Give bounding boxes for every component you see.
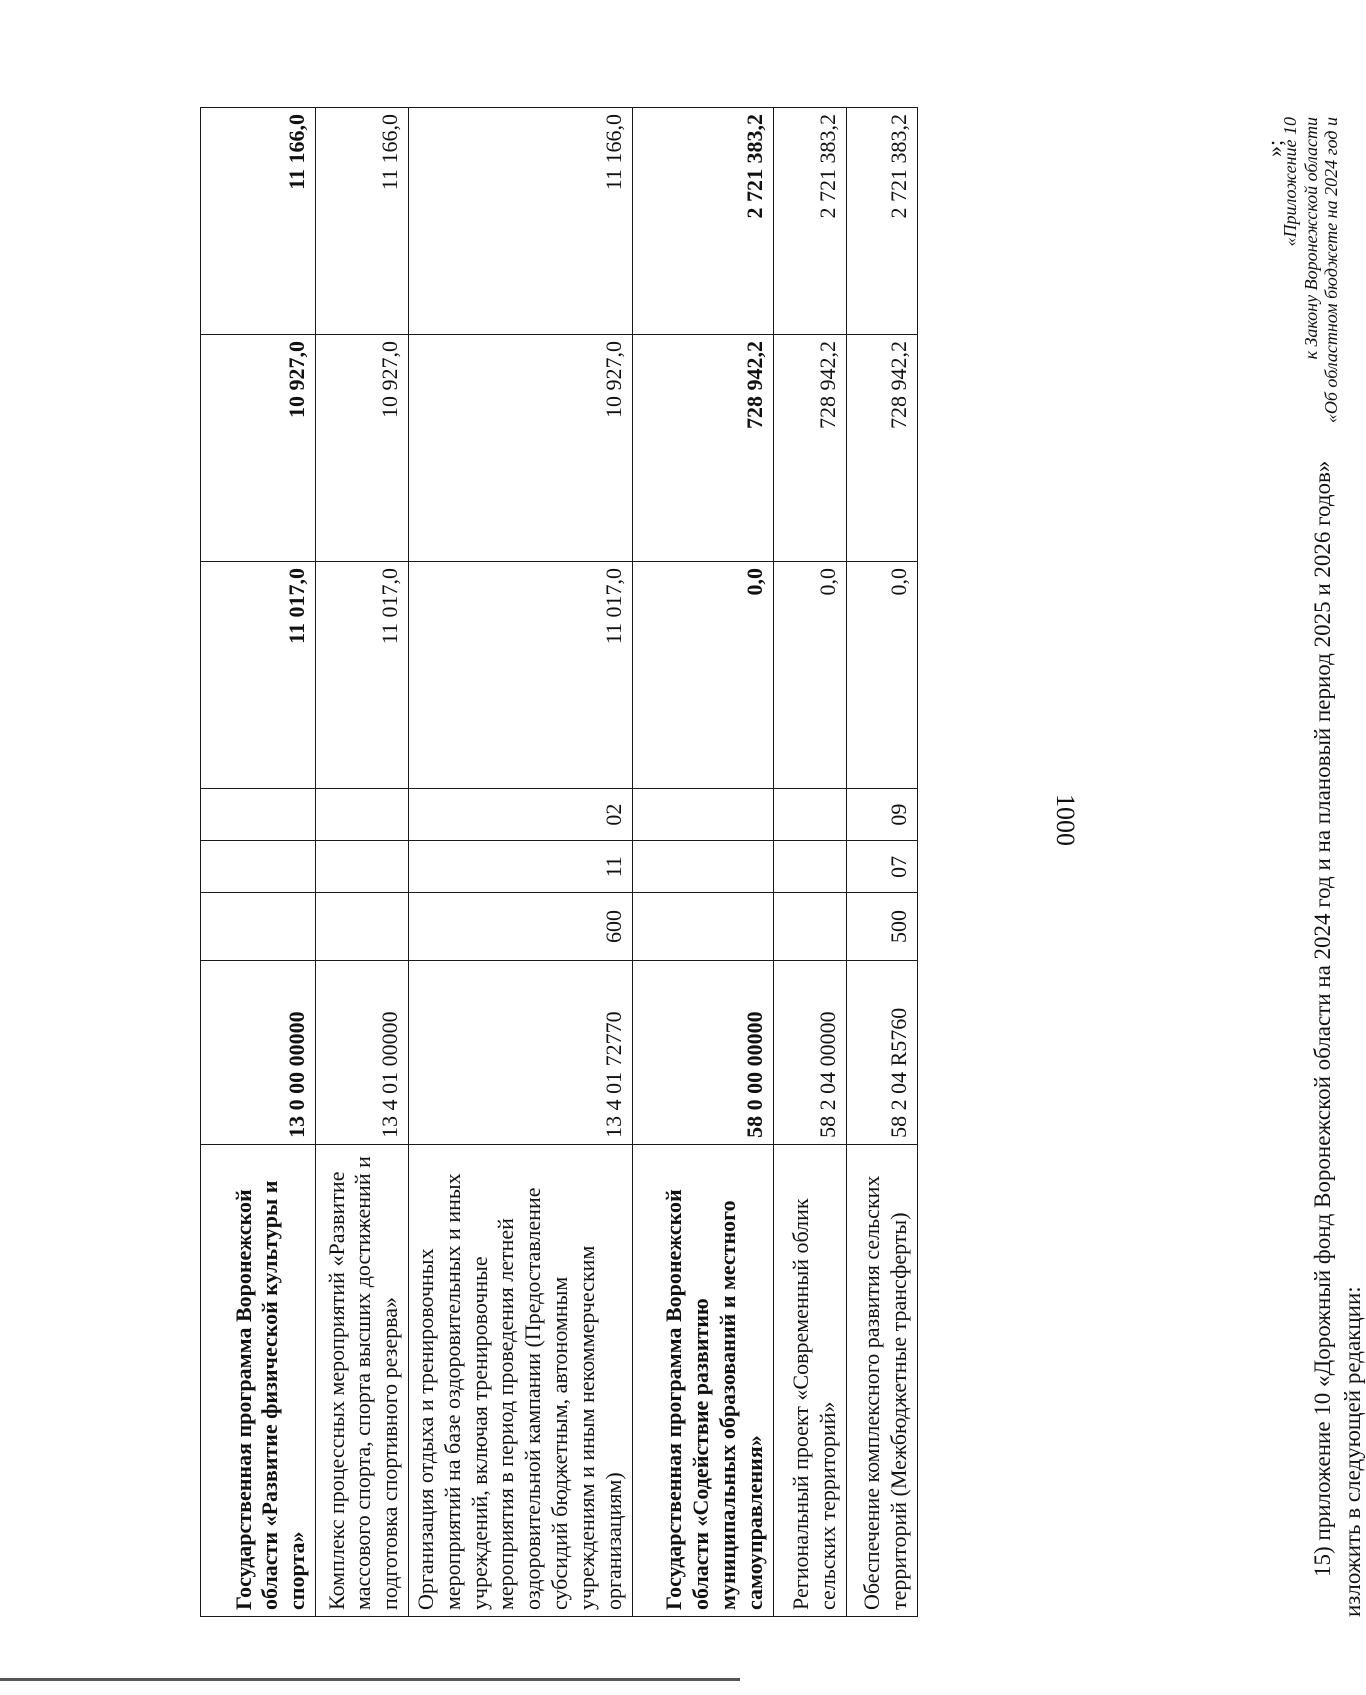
table-row	[316, 108, 409, 1617]
amount-2026-cell: 2 721 383,2	[773, 108, 846, 335]
table-row	[773, 108, 846, 1617]
amount-2024-cell: 0,0	[846, 562, 917, 789]
amount-2024-cell: 0,0	[632, 562, 773, 789]
budget-table	[200, 107, 918, 1617]
section-cell: 07	[846, 841, 917, 893]
rotated-content	[200, 27, 1365, 1617]
amount-2024-cell: 11 017,0	[201, 562, 316, 789]
paragraph-line-1: 15) приложение 10 «Дорожный фонд Воронежской области на 2024 год и на плановый период 2025 и 2026 годов»	[1310, 460, 1335, 1577]
subsection-cell	[201, 789, 316, 841]
row-name-cell: Государственная программа Воронежской области «Развитие физической культуры и спорта»	[201, 1144, 316, 1616]
row-name-cell: Организация отдыха и тренировочных мероприятий на базе оздоровительных и иных учреждений, включая тренировочные мероприятия в период проведения летней оздоровительной кампании (Предоставление субсидий бюджетным, автономным учреждениям и иным некоммерческим организациям)	[409, 1144, 633, 1616]
table-row	[632, 108, 773, 1617]
amount-2025-cell: 728 942,2	[773, 335, 846, 562]
row-name-cell: Обеспечение комплексного развития сельских территорий (Межбюджетные трансферты)	[846, 1144, 917, 1616]
expense-type-cell	[632, 893, 773, 960]
subsection-cell	[632, 789, 773, 841]
section-cell: 11	[409, 841, 633, 893]
annex-title: «Приложение 10	[1280, 117, 1300, 247]
amount-2026-cell: 2 721 383,2	[846, 108, 917, 335]
amount-2024-cell: 11 017,0	[316, 562, 409, 789]
paragraph-line-2: изложить в следующей редакции:	[1340, 1286, 1365, 1617]
row-name-cell: Региональный проект «Современный облик сельских территорий»	[773, 1144, 846, 1616]
subsection-cell: 02	[409, 789, 633, 841]
amount-2026-cell: 11 166,0	[316, 108, 409, 335]
expense-type-cell	[316, 893, 409, 960]
table-row	[846, 108, 917, 1617]
expense-type-cell: 600	[409, 893, 633, 960]
amount-2024-cell: 0,0	[773, 562, 846, 789]
annex-law-ref: к Закону Воронежской области	[1300, 117, 1321, 360]
row-name-cell: Комплекс процессных мероприятий «Развитие массового спорта, спорта высших достижений и подготовка спортивного резерва»	[316, 1144, 409, 1616]
section-cell	[773, 841, 846, 893]
scan-edge-line	[0, 1678, 740, 1681]
subsection-cell: 09	[846, 789, 917, 841]
amount-2026-cell: 11 166,0	[409, 108, 633, 335]
target-code-cell: 13 4 01 00000	[316, 960, 409, 1144]
target-code-cell: 58 2 04 R5760	[846, 960, 917, 1144]
closing-quote: »;	[1262, 139, 1287, 157]
subsection-cell	[316, 789, 409, 841]
expense-type-cell: 500	[846, 893, 917, 960]
amount-2026-cell: 2 721 383,2	[632, 108, 773, 335]
page-number: 1000	[1051, 794, 1080, 846]
target-code-cell: 58 0 00 00000	[632, 960, 773, 1144]
amount-2025-cell: 728 942,2	[632, 335, 773, 562]
table-row	[409, 108, 633, 1617]
amount-2025-cell: 10 927,0	[409, 335, 633, 562]
row-name-cell: Государственная программа Воронежской области «Содействие развитию муниципальных образований и местного самоуправления»	[632, 1144, 773, 1616]
amount-2026-cell: 11 166,0	[201, 108, 316, 335]
amount-2025-cell: 728 942,2	[846, 335, 917, 562]
amount-2025-cell: 10 927,0	[316, 335, 409, 562]
section-cell	[316, 841, 409, 893]
target-code-cell: 58 2 04 00000	[773, 960, 846, 1144]
annex-budget-ref: «Об областном бюджете на 2024 год и	[1321, 117, 1342, 424]
section-cell	[201, 841, 316, 893]
expense-type-cell	[773, 893, 846, 960]
amount-2024-cell: 11 017,0	[409, 562, 633, 789]
subsection-cell	[773, 789, 846, 841]
expense-type-cell	[201, 893, 316, 960]
amount-2025-cell: 10 927,0	[201, 335, 316, 562]
target-code-cell: 13 4 01 72770	[409, 960, 633, 1144]
annex-header	[1280, 117, 1342, 577]
table-row	[201, 108, 316, 1617]
target-code-cell: 13 0 00 00000	[201, 960, 316, 1144]
section-cell	[632, 841, 773, 893]
